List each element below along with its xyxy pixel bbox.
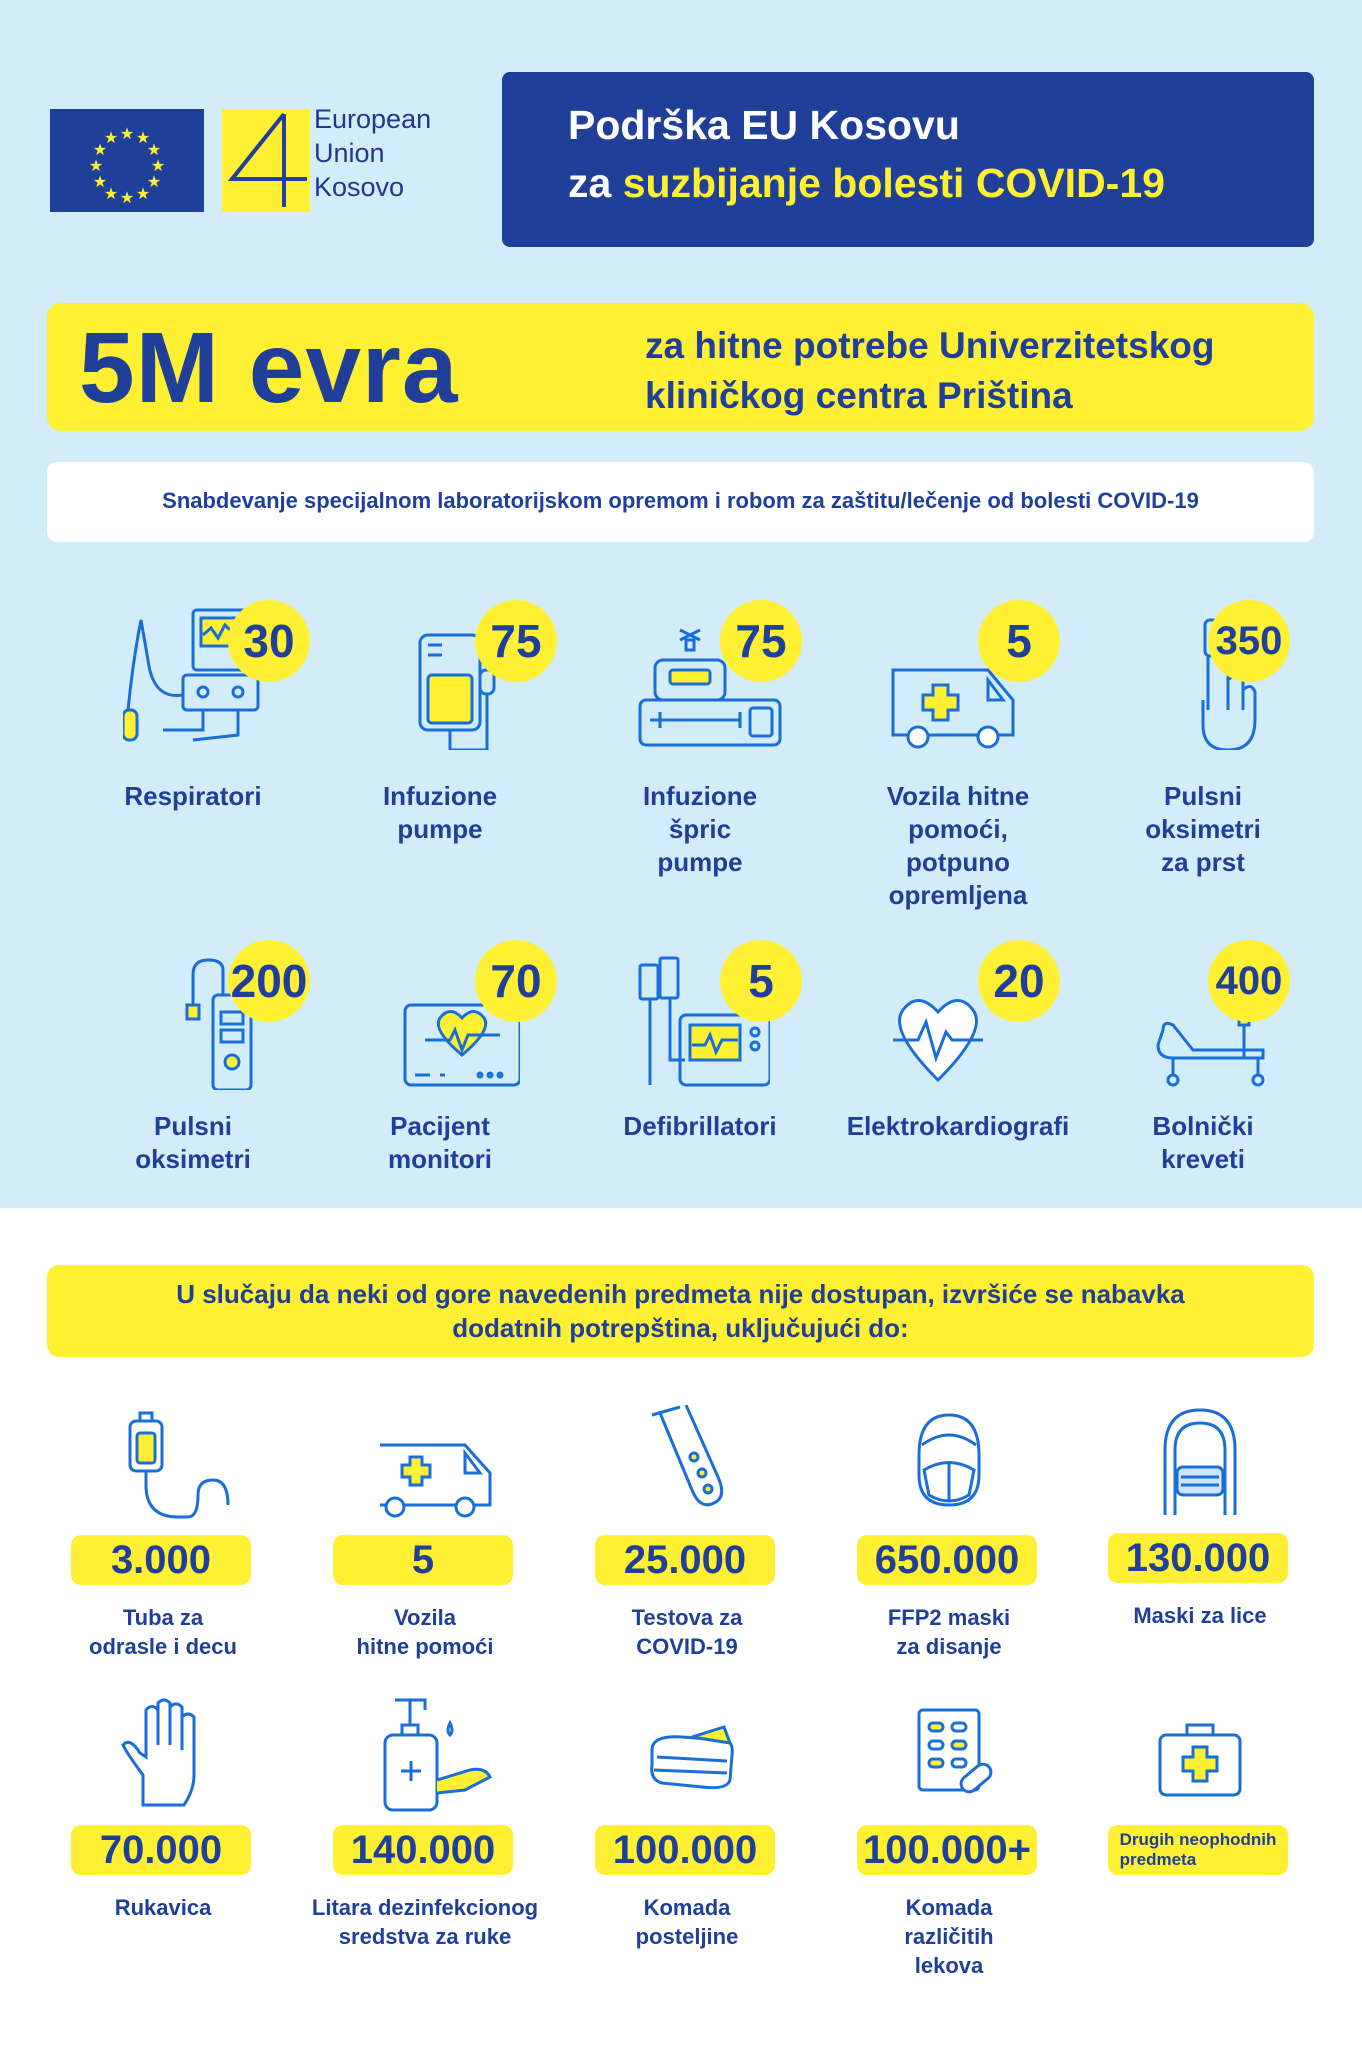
iv-bag-icon (118, 1405, 208, 1525)
glove-icon (118, 1695, 208, 1815)
fallback-note: U slučaju da neki od gore navedenih predmeta nije dostupan, izvršiće se nabavka dodatnih potrepština, uključujući do: (176, 1279, 1185, 1343)
equipment-label: Respiratori (124, 781, 262, 811)
svg-text:★: ★ (103, 184, 119, 203)
extra-label: Vozila hitne pomoći (356, 1605, 494, 1659)
bedding-icon (642, 1695, 732, 1815)
amount-desc-line-1: za hitne potrebe Univerzitetskog (645, 325, 1215, 366)
title-prefix: za (568, 160, 623, 206)
logo-line-1: European (314, 104, 432, 134)
extra-label: FFP2 maski za disanje (887, 1605, 1011, 1659)
equipment-count: 5 (720, 940, 802, 1022)
face-mask-icon (1155, 1405, 1245, 1525)
title-line-2 (568, 160, 1165, 207)
extra-count: 130.000 (1108, 1533, 1288, 1583)
svg-text:★: ★ (146, 172, 162, 191)
svg-text:★: ★ (92, 140, 108, 159)
amount-value: 5M evra (79, 312, 459, 424)
equipment-label: Elektrokardiografi (846, 1111, 1070, 1141)
svg-text:★: ★ (119, 124, 135, 143)
extra-count: 25.000 (595, 1535, 775, 1585)
logo-line-2: Union (314, 138, 385, 168)
equipment-count: 5 (978, 600, 1060, 682)
extra-label: Litara dezinfekcionog sredstva za ruke (311, 1895, 539, 1949)
amount-description (645, 321, 1215, 421)
equipment-label: Bolnički kreveti (1152, 1111, 1254, 1174)
svg-text:★: ★ (150, 156, 166, 175)
extra-label: Komada posteljine (635, 1895, 739, 1949)
amount-banner (47, 303, 1314, 431)
extra-label: Rukavica (114, 1895, 212, 1920)
test-tube-icon (642, 1405, 732, 1525)
extra-count: Drugih neophodnih predmeta (1108, 1825, 1288, 1875)
title-line-1: Podrška EU Kosovu (568, 102, 960, 148)
supply-banner (47, 462, 1314, 542)
logo-text (314, 102, 431, 204)
equipment-label: Vozila hitne pomoći, potpuno opremljena (886, 781, 1030, 910)
svg-text:★: ★ (103, 128, 119, 147)
equipment-label: Pacijent monitori (388, 1111, 492, 1174)
equipment-label: Defibrillatori (623, 1111, 777, 1141)
extra-count: 100.000+ (857, 1825, 1037, 1875)
extra-label: Tuba za odrasle i decu (89, 1605, 237, 1659)
extra-count: 5 (333, 1535, 513, 1585)
svg-text:★: ★ (135, 184, 151, 203)
extra-count: 650.000 (857, 1535, 1037, 1585)
equipment-count: 70 (475, 940, 557, 1022)
equipment-count: 30 (228, 600, 310, 682)
eu4-logo-icon (222, 109, 310, 212)
eu-flag-icon (50, 109, 204, 212)
first-aid-kit-icon (1155, 1695, 1245, 1815)
sanitizer-icon (380, 1695, 470, 1815)
equipment-count: 20 (978, 940, 1060, 1022)
title-banner (502, 72, 1314, 247)
equipment-label: Infuzione pumpe (382, 781, 498, 844)
equipment-label: Infuzione špric pumpe (642, 781, 758, 877)
extra-label: Testova za COVID-19 (631, 1605, 743, 1659)
supply-note: Snabdevanje specijalnom laboratorijskom opremom i robom za zaštitu/lečenje od bolesti COVID-19 (162, 488, 1199, 513)
ffp2-mask-icon (904, 1405, 994, 1525)
extra-count: 3.000 (71, 1535, 251, 1585)
amount-desc-line-2: kliničkog centra Priština (645, 375, 1073, 416)
logo-line-3: Kosovo (314, 172, 405, 202)
svg-text:★: ★ (135, 128, 151, 147)
svg-text:★: ★ (88, 156, 104, 175)
extra-label: Komada različitih lekova (904, 1895, 994, 1978)
equipment-count: 75 (475, 600, 557, 682)
ambulance-icon (380, 1405, 470, 1525)
equipment-label: Pulsni oksimetri za prst (1145, 781, 1261, 877)
extra-count: 100.000 (595, 1825, 775, 1875)
extra-label: Maski za lice (1133, 1603, 1267, 1628)
equipment-count: 200 (228, 940, 310, 1022)
extra-count: 70.000 (71, 1825, 251, 1875)
medicine-icon (904, 1695, 994, 1815)
title-highlight: suzbijanje bolesti COVID-19 (622, 160, 1165, 206)
fallback-banner (47, 1265, 1314, 1357)
svg-text:★: ★ (146, 140, 162, 159)
svg-text:★: ★ (92, 172, 108, 191)
extra-count: 140.000 (333, 1825, 513, 1875)
svg-text:★: ★ (119, 188, 135, 207)
equipment-label: Pulsni oksimetri (135, 1111, 251, 1174)
equipment-count: 400 (1208, 940, 1290, 1022)
equipment-count: 350 (1208, 600, 1290, 682)
equipment-count: 75 (720, 600, 802, 682)
